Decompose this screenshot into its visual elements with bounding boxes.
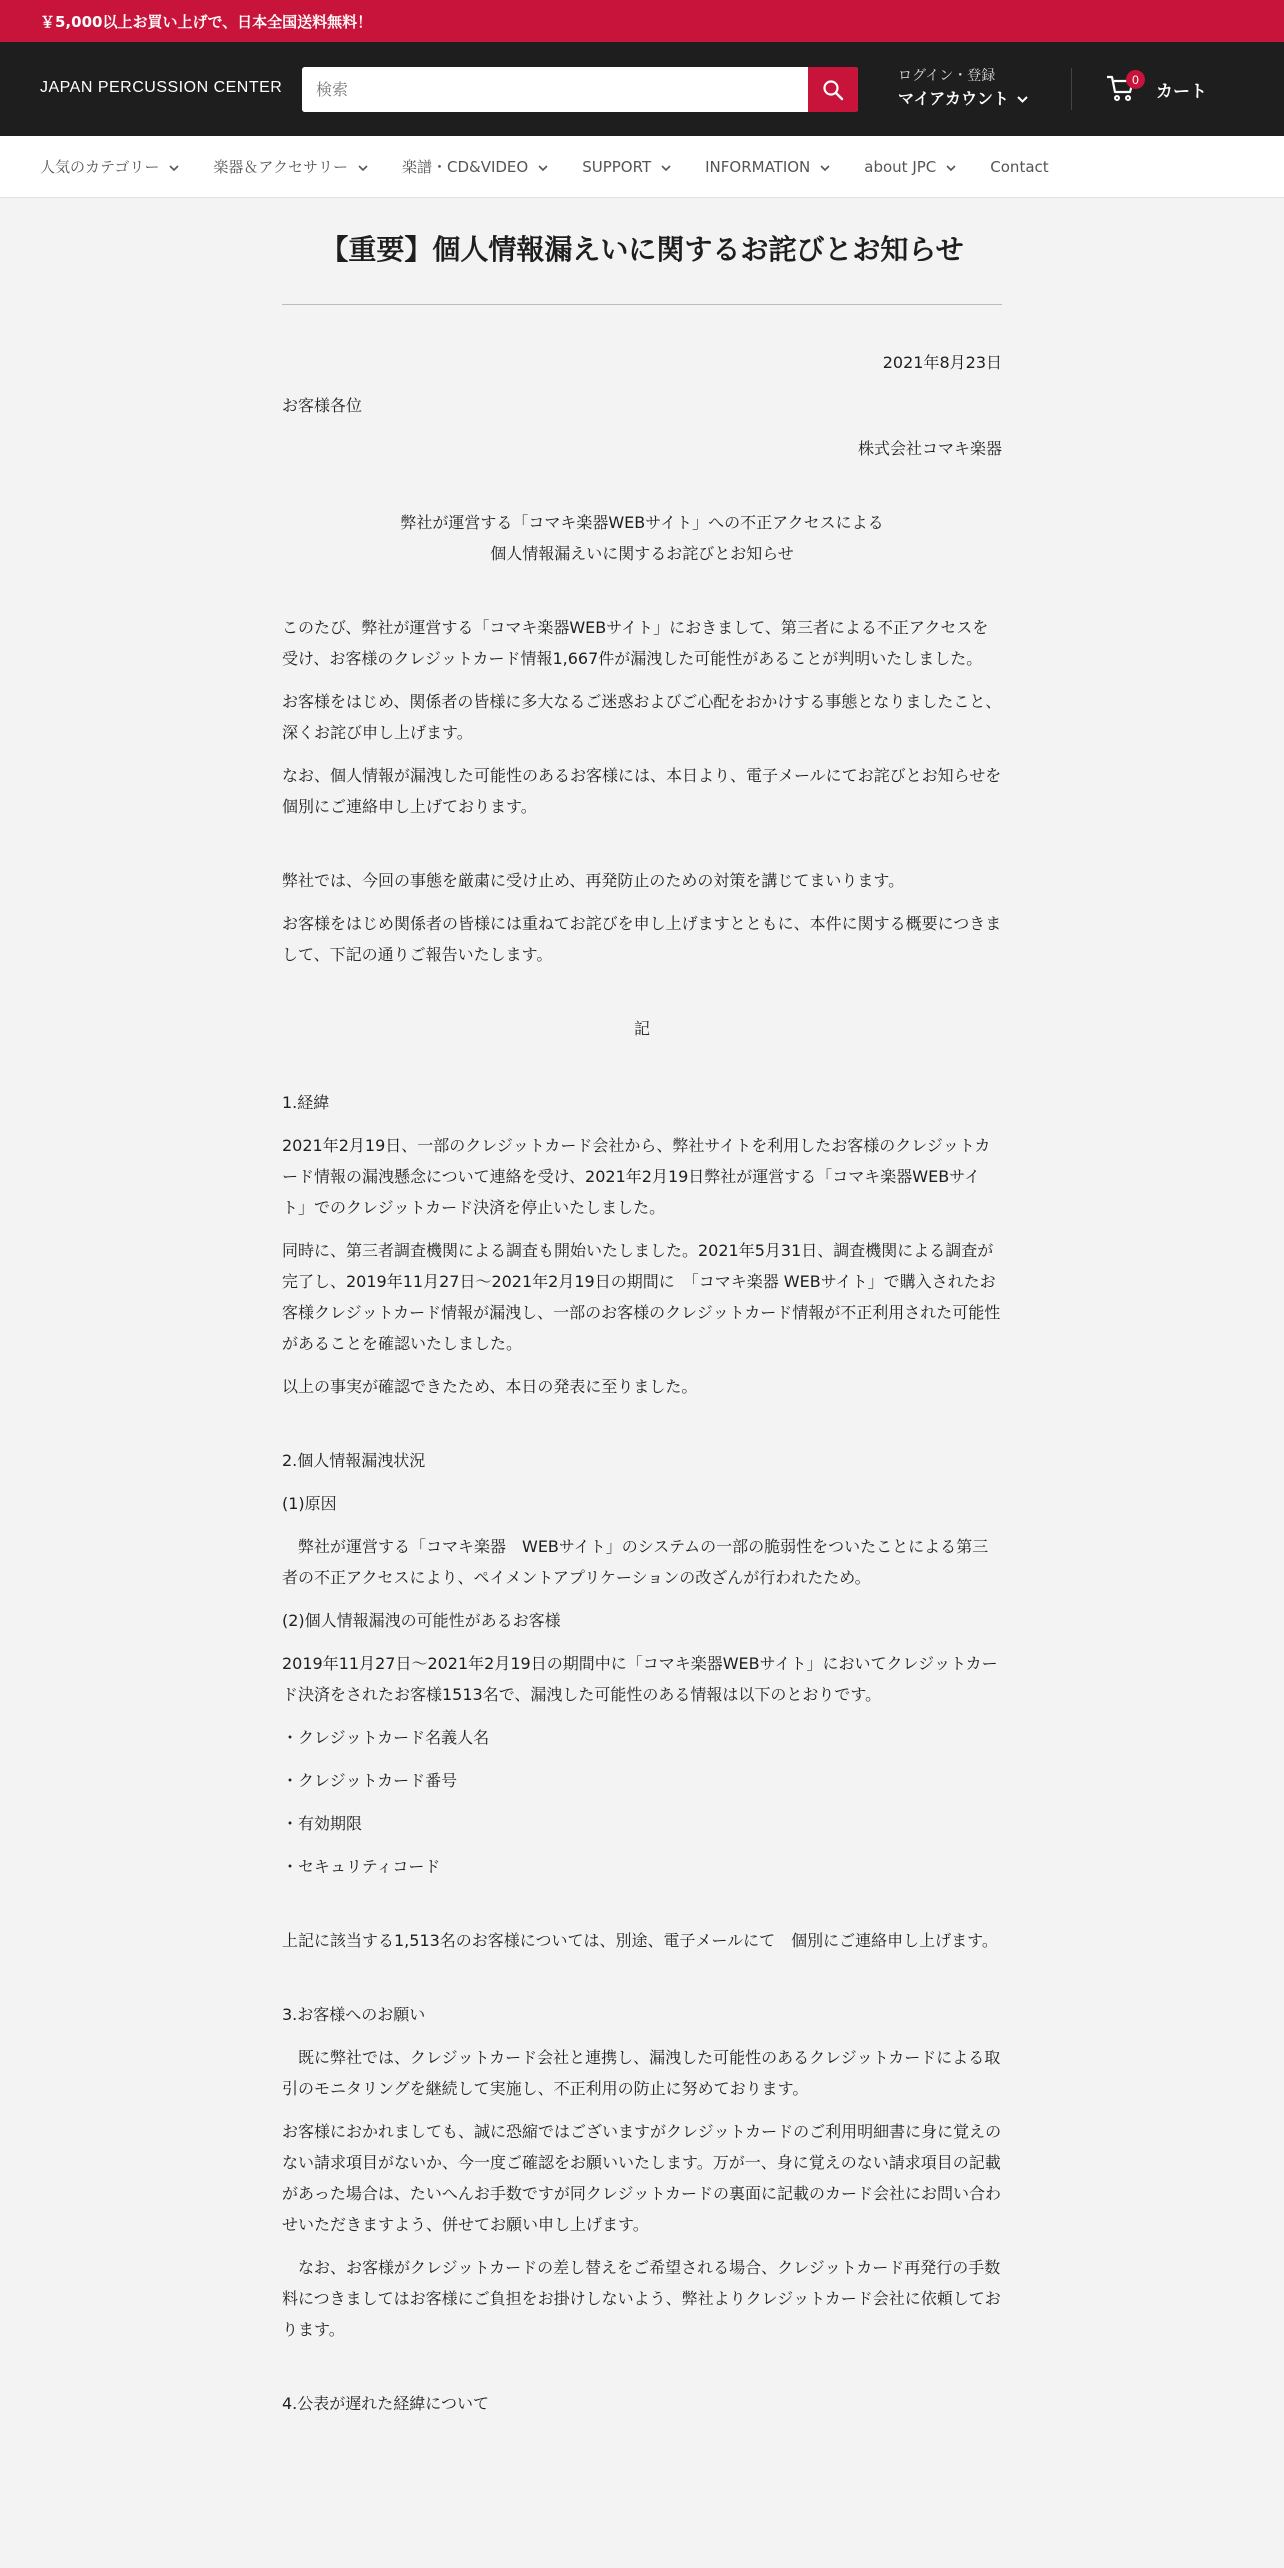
nav-label: 人気のカテゴリー <box>40 158 160 176</box>
intro-paragraph: 弊社では、今回の事態を厳粛に受け止め、再発防止のための対策を講じてまいります。 <box>282 871 905 891</box>
search-icon <box>822 79 844 101</box>
nav-label: 楽器＆アクセサリー <box>213 158 348 176</box>
site-logo[interactable]: JAPAN PERCUSSION CENTER <box>40 79 283 96</box>
chevron-down-icon <box>946 165 956 171</box>
section-paragraph: 2019年11月27日～2021年2月19日の期間中に「コマキ楽器WEBサイト」においてクレジットカード決済をされたお客様1513名で、漏洩した可能性のある情報は以下のとおりです。 <box>282 1654 998 1705</box>
list-item: ・セキュリティコード <box>282 1857 441 1877</box>
search-input[interactable] <box>302 67 808 112</box>
nav-item-popular-categories[interactable] <box>40 156 179 177</box>
account-menu[interactable] <box>898 66 1028 112</box>
chevron-down-icon <box>169 165 179 171</box>
main-navigation <box>0 136 1284 198</box>
salutation: お客様各位 <box>282 396 363 416</box>
subtitle-line-1: 弊社が運営する「コマキ楽器WEBサイト」への不正アクセスによる <box>400 513 884 533</box>
nav-label: SUPPORT <box>582 157 652 176</box>
cart-link[interactable] <box>1106 74 1207 104</box>
subsection-heading: (2)個人情報漏洩の可能性があるお客様 <box>282 1611 561 1631</box>
subtitle-line-2: 個人情報漏えいに関するお詫びとお知らせ <box>490 544 794 564</box>
list-item: ・有効期限 <box>282 1814 363 1834</box>
chevron-down-icon <box>538 165 548 171</box>
nav-label: 楽譜・CD&VIDEO <box>401 158 529 176</box>
section-paragraph: なお、お客様がクレジットカードの差し替えをご希望される場合、クレジットカード再発行の手数料につきましてはお客様にご負担をお掛けしないよう、弊社よりクレジットカード会社に依頼しております。 <box>282 2258 1001 2340</box>
nav-label: about JPC <box>864 157 937 176</box>
announcement-bar <box>0 0 1284 42</box>
site-header <box>0 42 1284 136</box>
section-heading: 4.公表が遅れた経緯について <box>282 2394 489 2414</box>
my-account-label: マイアカウント <box>898 89 1010 108</box>
section-paragraph: 以上の事実が確認できたため、本日の発表に至りました。 <box>282 1377 698 1397</box>
intro-paragraph: なお、個人情報が漏洩した可能性のあるお客様には、本日より、電子メールにてお詫びとお知らせを個別にご連絡申し上げております。 <box>282 766 1002 817</box>
cart-label: カート <box>1156 81 1207 102</box>
nav-item-instruments[interactable] <box>213 156 368 177</box>
my-account-link[interactable] <box>898 86 1028 112</box>
section-paragraph: 同時に、第三者調査機関による調査も開始いたしました。2021年5月31日、調査機関による調査が完了し、2019年11月27日～2021年2月19日の期間に 「コマキ楽器 WEBサイト」で購入されたお客様クレジットカード情報が漏洩し、一部のお客様のクレジットカード情報が不正利用された可能性があることを確認いたしました。 <box>282 1241 1001 1354</box>
announcement-text: ￥5,000以上お買い上げで、日本全国送料無料！ <box>40 12 373 31</box>
article <box>282 198 1002 2419</box>
header-divider <box>1071 68 1072 110</box>
article-body <box>282 305 1002 2419</box>
section-paragraph: 上記に該当する1,513名のお客様については、別途、電子メールにて 個別にご連絡申し上げます。 <box>282 1931 998 1951</box>
nav-item-contact[interactable] <box>990 158 1048 176</box>
search-button[interactable] <box>808 67 858 112</box>
nav-item-about[interactable] <box>864 158 956 176</box>
intro-paragraph: お客様をはじめ関係者の皆様には重ねてお詫びを申し上げますとともに、本件に関する概要につきまして、下記の通りご報告いたします。 <box>282 914 1002 965</box>
login-register-label: ログイン・登録 <box>898 68 996 84</box>
section-paragraph: 2021年2月19日、一部のクレジットカード会社から、弊社サイトを利用したお客様のクレジットカード情報の漏洩懸念について連絡を受け、2021年2月19日弊社が運営する「コマキ楽器WEBサイト」でのクレジットカード決済を停止いたしました。 <box>282 1136 991 1218</box>
chevron-down-icon <box>661 165 671 171</box>
nav-label: INFORMATION <box>705 157 811 176</box>
nav-item-support[interactable] <box>582 158 671 176</box>
nav-item-sheet-music[interactable] <box>402 156 548 177</box>
section-paragraph: 既に弊社では、クレジットカード会社と連携し、漏洩した可能性のあるクレジットカードによる取引のモニタリングを継続して実施し、不正利用の防止に努めております。 <box>282 2048 1001 2099</box>
cart-count-badge: 0 <box>1126 70 1145 89</box>
ki-heading: 記 <box>633 1019 650 1039</box>
list-item: ・クレジットカード番号 <box>282 1771 458 1791</box>
section-heading: 1.経緯 <box>282 1093 330 1113</box>
intro-paragraph: お客様をはじめ、関係者の皆様に多大なるご迷惑およびご心配をおかけする事態となりましたこと、深くお詫び申し上げます。 <box>282 692 1002 743</box>
subsection-heading: (1)原因 <box>282 1494 337 1514</box>
intro-paragraph: このたび、弊社が運営する「コマキ楽器WEBサイト」におきまして、第三者による不正アクセスを受け、お客様のクレジットカード情報1,667件が漏洩した可能性があることが判明いたしました。 <box>282 618 989 669</box>
section-heading: 2.個人情報漏洩状況 <box>282 1451 426 1471</box>
page-title: 【重要】個人情報漏えいに関するお詫びとお知らせ <box>282 198 1002 305</box>
section-heading: 3.お客様へのお願い <box>282 2005 426 2025</box>
list-item: ・クレジットカード名義人名 <box>282 1728 490 1748</box>
chevron-down-icon <box>820 165 830 171</box>
nav-item-information[interactable] <box>705 158 830 176</box>
chevron-down-icon <box>1017 96 1028 103</box>
company-name: 株式会社コマキ楽器 <box>857 439 1002 459</box>
section-paragraph: お客様におかれましても、誠に恐縮ではございますがクレジットカードのご利用明細書に身に覚えのない請求項目がないか、今一度ご確認をお願いいたします。万が一、身に覚えのない請求項目の記載があった場合は、たいへんお手数ですが同クレジットカードの裏面に記載のカード会社にお問い合わせいただきますよう、併せてお願い申し上げます。 <box>282 2122 1002 2235</box>
article-date: 2021年8月23日 <box>882 353 1002 373</box>
search-form <box>302 67 858 112</box>
nav-label: Contact <box>990 157 1049 176</box>
chevron-down-icon <box>358 165 368 171</box>
section-paragraph: 弊社が運営する「コマキ楽器 WEBサイト」のシステムの一部の脆弱性をついたことによる第三者の不正アクセスにより、ペイメントアプリケーションの改ざんが行われたため。 <box>282 1537 989 1588</box>
